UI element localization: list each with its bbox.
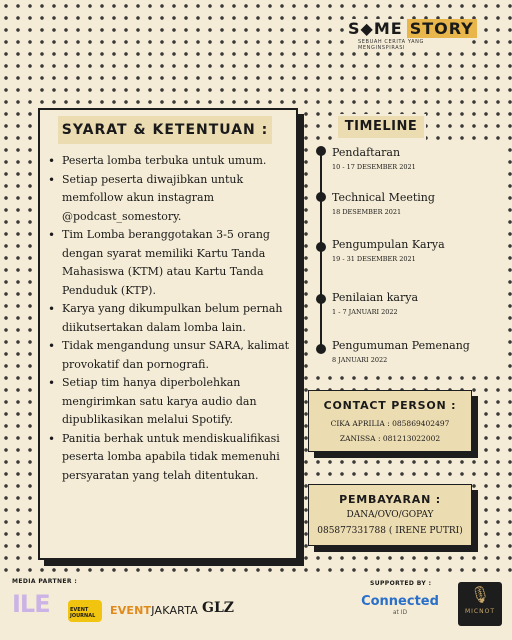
timeline-event-date: 19 - 31 DESEMBER 2021 (332, 255, 416, 263)
timeline-dot (316, 344, 326, 354)
media-partner-label: MEDIA PARTNER : (12, 578, 78, 585)
some-story-logo (344, 19, 474, 51)
timeline-dot (316, 146, 326, 156)
timeline-dot (316, 294, 326, 304)
rule-item: • Tidak mengandung unsur SARA, kalimat provokatif dan pornografi. (46, 337, 290, 374)
connected-logo (350, 594, 450, 624)
timeline-event-name: Penilaian karya (332, 291, 419, 304)
timeline-event (332, 291, 502, 317)
micnot-text: MICNOT (464, 608, 495, 615)
event-jakarta-logo (110, 604, 198, 617)
logo-name (348, 19, 477, 38)
payment-title: PEMBAYARAN : (339, 493, 441, 506)
microphone-icon: 🎙 (469, 585, 491, 604)
contact-title: CONTACT PERSON : (323, 399, 457, 412)
rule-item: • Tim Lomba beranggotakan 3-5 orang dengan syarat memiliki Kartu Tanda Mahasiswa (KTM) atau Kartu Tanda Penduduk (KTP). (46, 226, 290, 300)
event-jakarta-text-2: JAKARTA (151, 604, 199, 617)
timeline-event-name: Technical Meeting (332, 191, 435, 204)
supported-by-label: SUPPORTED BY : (370, 580, 432, 587)
timeline-event-name: Pengumpulan Karya (332, 238, 445, 251)
ile-logo: ILE (12, 590, 50, 618)
timeline-event-date: 8 JANUARI 2022 (332, 356, 388, 364)
micnot-logo (458, 582, 502, 626)
timeline-event-date: 18 DESEMBER 2021 (332, 208, 402, 216)
glz-logo: GLZ (202, 600, 235, 616)
rule-item: • Setiap peserta diwajibkan untuk memfollow akun instagram @podcast_somestory. (46, 171, 290, 227)
payment-box (308, 484, 472, 546)
rule-item: • Panitia berhak untuk mendiskualifikasi peserta lomba apabila tidak memenuhi persyaratan yang telah ditentukan. (46, 430, 290, 486)
rules-list (46, 152, 290, 485)
timeline-dot (316, 192, 326, 202)
timeline-dot (316, 242, 326, 252)
timeline-event-date: 1 - 7 JANUARI 2022 (332, 308, 398, 316)
timeline-event-name: Pengumuman Pemenang (332, 339, 470, 352)
event-journal-logo (68, 600, 102, 622)
timeline-event (332, 238, 502, 264)
logo-name-part2: STORY (407, 19, 477, 38)
payment-account: 085877331788 ( IRENE PUTRI) (317, 526, 463, 536)
contact-line: CIKA APRILIA : 085869402497 (330, 419, 450, 428)
event-jakarta-text-1: EVENT (110, 604, 152, 617)
rule-item: • Peserta lomba terbuka untuk umum. (46, 152, 290, 171)
contact-line: ZANISSA : 081213022002 (339, 434, 441, 443)
timeline-event (332, 146, 502, 172)
payment-methods: DANA/OVO/GOPAY (346, 510, 434, 520)
rules-title: SYARAT & KETENTUAN : (58, 116, 272, 144)
contact-box (308, 390, 472, 452)
timeline-event-name: Pendaftaran (332, 146, 401, 159)
timeline-event (332, 191, 502, 217)
rule-item: • Setiap tim hanya diperbolehkan mengirimkan satu karya audio dan dipublikasikan melalui Spotify. (46, 374, 290, 430)
rule-item: • Karya yang dikumpulkan belum pernah diikutsertakan dalam lomba lain. (46, 300, 290, 337)
connected-text: Connected (361, 594, 439, 609)
connected-subtext: at ID (392, 609, 408, 616)
logo-tagline: SEBUAH CERITA YANG MENGINSPIRASI (358, 39, 424, 51)
logo-name-part1: S◆ME (348, 19, 403, 38)
timeline-event (332, 339, 502, 365)
event-journal-text: EVENT JOURNAL (70, 607, 96, 619)
timeline-title: TIMELINE (338, 116, 424, 138)
timeline-event-date: 10 - 17 DESEMBER 2021 (332, 163, 416, 171)
